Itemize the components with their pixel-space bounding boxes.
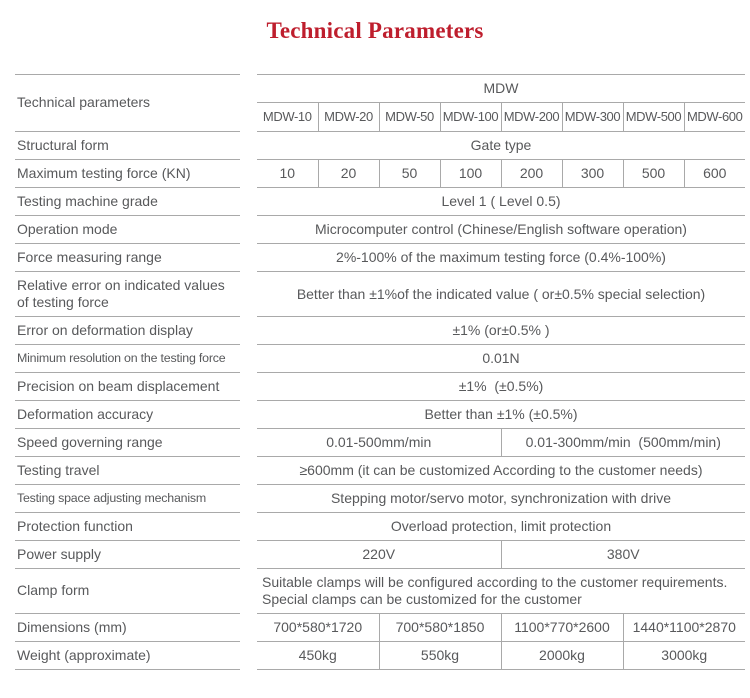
cell-max-force-5: 300 bbox=[562, 160, 623, 188]
cell-speed-1: 0.01-300mm/min (500mm/min) bbox=[501, 429, 745, 457]
cell-weight-0: 450kg bbox=[257, 642, 379, 670]
row-deformation-accuracy bbox=[257, 401, 745, 429]
parameter-labels-column bbox=[15, 74, 240, 670]
label-maximum-testing-force bbox=[15, 160, 240, 188]
cell-model-1: MDW-20 bbox=[318, 103, 379, 132]
label-error-deformation-display bbox=[15, 317, 240, 345]
row-structural-form bbox=[257, 132, 745, 160]
row-model-header bbox=[257, 103, 745, 132]
cell-model-3: MDW-100 bbox=[440, 103, 501, 132]
cell-dimensions-1: 700*580*1850 bbox=[379, 614, 501, 642]
label-text: Weight (approximate) bbox=[17, 646, 151, 663]
cell-model-0: MDW-10 bbox=[257, 103, 318, 132]
row-weight bbox=[257, 642, 745, 670]
label-structural-form bbox=[15, 132, 240, 160]
label-weight bbox=[15, 642, 240, 670]
cell-max-force-1: 20 bbox=[318, 160, 379, 188]
cell-model-7: MDW-600 bbox=[684, 103, 745, 132]
label-text: Precision on beam displacement bbox=[17, 377, 220, 394]
technical-parameters-table bbox=[15, 74, 750, 670]
row-power-supply bbox=[257, 541, 745, 569]
label-testing-machine-grade bbox=[15, 188, 240, 216]
cell-speed-0: 0.01-500mm/min bbox=[257, 429, 501, 457]
cell-max-force-3: 100 bbox=[440, 160, 501, 188]
label-text: Maximum testing force (KN) bbox=[17, 164, 191, 181]
cell-operation-mode: Microcomputer control (Chinese/English software operation) bbox=[257, 216, 745, 244]
label-text: Speed governing range bbox=[17, 433, 163, 450]
cell-relative-error: Better than ±1%of the indicated value ( or±0.5% special selection) bbox=[257, 272, 745, 317]
label-dimensions bbox=[15, 614, 240, 642]
cell-machine-grade: Level 1 ( Level 0.5) bbox=[257, 188, 745, 216]
label-testing-travel bbox=[15, 457, 240, 485]
cell-weight-1: 550kg bbox=[379, 642, 501, 670]
label-text: Testing machine grade bbox=[17, 192, 158, 209]
label-minimum-resolution bbox=[15, 345, 240, 373]
cell-model-2: MDW-50 bbox=[379, 103, 440, 132]
row-space-adjusting bbox=[257, 485, 745, 513]
cell-protection: Overload protection, limit protection bbox=[257, 513, 745, 541]
label-relative-error bbox=[15, 272, 240, 317]
row-operation-mode bbox=[257, 216, 745, 244]
cell-structural-form: Gate type bbox=[257, 132, 745, 160]
label-text: Relative error on indicated values of testing force bbox=[17, 276, 225, 310]
label-text: Power supply bbox=[17, 545, 102, 562]
row-machine-grade bbox=[257, 188, 745, 216]
label-text: Testing space adjusting mechanism bbox=[17, 490, 206, 505]
row-relative-error bbox=[257, 272, 745, 317]
row-force-range bbox=[257, 244, 745, 272]
label-protection-function bbox=[15, 513, 240, 541]
row-protection bbox=[257, 513, 745, 541]
cell-weight-2: 2000kg bbox=[501, 642, 623, 670]
parameter-values-column bbox=[257, 74, 745, 670]
label-text: Technical parameters bbox=[17, 94, 151, 111]
cell-max-force-4: 200 bbox=[501, 160, 562, 188]
label-clamp-form bbox=[15, 569, 240, 614]
label-text: Testing travel bbox=[17, 461, 100, 478]
column-gap bbox=[240, 74, 257, 670]
label-text: Structural form bbox=[17, 136, 109, 153]
cell-max-force-2: 50 bbox=[379, 160, 440, 188]
cell-dimensions-2: 1100*770*2600 bbox=[501, 614, 623, 642]
row-precision-beam bbox=[257, 373, 745, 401]
cell-max-force-7: 600 bbox=[684, 160, 745, 188]
page-title: Technical Parameters bbox=[266, 18, 484, 43]
cell-series-mdw: MDW bbox=[257, 75, 745, 103]
cell-deformation-display: ±1% (or±0.5% ) bbox=[257, 317, 745, 345]
cell-max-force-6: 500 bbox=[623, 160, 684, 188]
label-power-supply bbox=[15, 541, 240, 569]
cell-model-6: MDW-500 bbox=[623, 103, 684, 132]
label-force-measuring-range bbox=[15, 244, 240, 272]
cell-space-adjusting: Stepping motor/servo motor, synchronization with drive bbox=[257, 485, 745, 513]
cell-dimensions-0: 700*580*1720 bbox=[257, 614, 379, 642]
row-deformation-display bbox=[257, 317, 745, 345]
cell-weight-3: 3000kg bbox=[623, 642, 745, 670]
label-text: Operation mode bbox=[17, 220, 118, 237]
row-clamp-form bbox=[257, 569, 745, 614]
cell-testing-travel: ≥600mm (it can be customized According to the customer needs) bbox=[257, 457, 745, 485]
label-technical-parameters bbox=[15, 75, 240, 132]
label-text: Minimum resolution on the testing force bbox=[17, 350, 226, 365]
cell-model-5: MDW-300 bbox=[562, 103, 623, 132]
label-text: Clamp form bbox=[17, 582, 90, 599]
label-deformation-accuracy bbox=[15, 401, 240, 429]
row-dimensions bbox=[257, 614, 745, 642]
cell-model-4: MDW-200 bbox=[501, 103, 562, 132]
label-speed-governing-range bbox=[15, 429, 240, 457]
cell-deformation-accuracy: Better than ±1% (±0.5%) bbox=[257, 401, 745, 429]
cell-min-resolution: 0.01N bbox=[257, 345, 745, 373]
values-grid bbox=[257, 74, 745, 670]
label-text: Dimensions (mm) bbox=[17, 618, 127, 635]
row-min-resolution bbox=[257, 345, 745, 373]
cell-power-1: 380V bbox=[501, 541, 745, 569]
row-max-force bbox=[257, 160, 745, 188]
label-text: Error on deformation display bbox=[17, 321, 193, 338]
label-text: Force measuring range bbox=[17, 248, 162, 265]
label-testing-space-adjusting bbox=[15, 485, 240, 513]
cell-clamp-form: Suitable clamps will be configured according to the customer requirements. Special clamps can be customized for the customer bbox=[257, 569, 745, 614]
cell-force-range: 2%-100% of the maximum testing force (0.4%-100%) bbox=[257, 244, 745, 272]
cell-precision-beam: ±1% (±0.5%) bbox=[257, 373, 745, 401]
cell-power-0: 220V bbox=[257, 541, 501, 569]
row-speed-range bbox=[257, 429, 745, 457]
cell-dimensions-3: 1440*1100*2870 bbox=[623, 614, 745, 642]
label-text: Protection function bbox=[17, 517, 133, 534]
cell-max-force-0: 10 bbox=[257, 160, 318, 188]
label-precision-beam-displacement bbox=[15, 373, 240, 401]
label-text: Deformation accuracy bbox=[17, 405, 154, 422]
row-series-header bbox=[257, 75, 745, 103]
label-operation-mode bbox=[15, 216, 240, 244]
row-testing-travel bbox=[257, 457, 745, 485]
